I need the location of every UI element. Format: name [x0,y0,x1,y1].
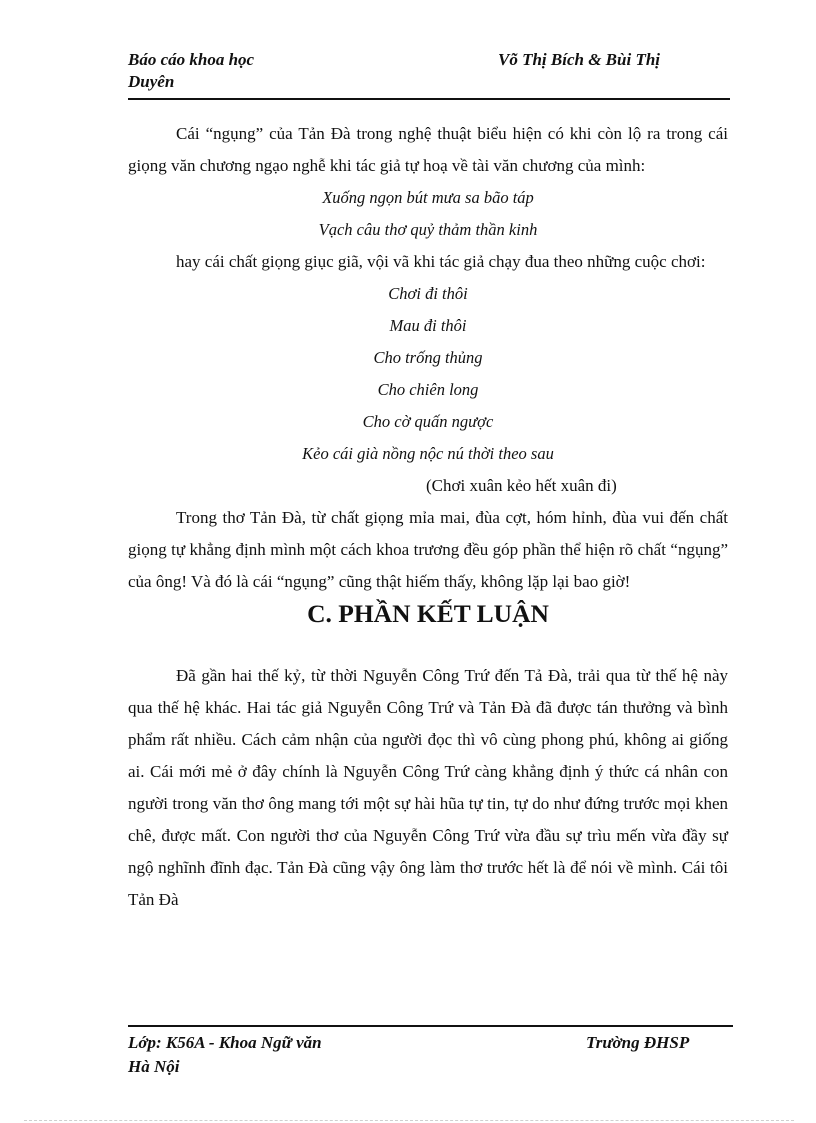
header-authors-continued: Duyên [128,72,175,91]
paragraph-4: Đã gần hai thế kỷ, từ thời Nguyễn Công Trứ đến Tả Đà, trải qua từ thế hệ này qua thế hệ khác. Hai tác giả Nguyễn Công Trứ và Tản Đà đã được tán thưởng và bình phẩm rất nhiều. Cách cảm nhận của người đọc thì vô cùng phong phú, không ai giống ai. Cái mới mẻ ở đây chính là Nguyễn Công Trứ càng khẳng định ý thức cá nhân con người trong văn thơ ông mang tới một sự hài hũa tự tin, tự do như đứng trước mọi khen chê, được mất. Con người thơ của Nguyễn Công Trứ vừa đầu sự trìu mến vừa đầy sự ngộ nghĩnh đĩnh đạc. Tản Đà cũng vậy ông làm thơ trước hết là để nói về mình. Cái tôi Tản Đà [128,666,728,909]
page-footer [128,1025,733,1082]
paragraph-2: hay cái chất giọng giục giã, vội vã khi tác giả chạy đua theo những cuộc chơi: [176,252,706,271]
poem-line: Mau đi thôi [389,316,467,335]
header-authors: Võ Thị Bích & Bùi Thị [498,50,661,69]
header-report-title: Báo cáo khoa học [128,50,255,69]
paragraph-1: Cái “ngụng” của Tản Đà trong nghệ thuật biểu hiện có khi còn lộ ra trong cái giọng văn chương ngạo nghễ khi tác giả tự hoạ về tài văn chương của mình: [128,124,728,175]
section-heading: C. PHẦN KẾT LUẬN [307,599,549,628]
poem-line: Cho chiên long [377,380,479,399]
page-body [128,118,728,916]
page-boundary [24,1120,794,1121]
footer-school: Trường ĐHSP [586,1033,690,1052]
poem-excerpt-1 [128,182,728,246]
page-header [128,48,730,100]
poem-line: Xuống ngọn bút mưa sa bão táp [322,188,534,207]
footer-school-continued: Hà Nội [128,1057,180,1076]
paragraph-3: Trong thơ Tản Đà, từ chất giọng mỉa mai, đùa cợt, hóm hỉnh, đùa vui đến chất giọng tự khẳng định mình một cách khoa trương đều góp phần thể hiện rõ chất “ngụng” của ông! Và đó là cái “ngụng” cũng thật hiếm thấy, không lặp lại bao giờ! [128,508,728,591]
poem-excerpt-2 [128,278,728,470]
footer-class-info: Lớp: K56A - Khoa Ngữ văn [128,1033,322,1052]
poem-line: Vạch câu thơ quỷ thảm thần kinh [318,220,538,239]
poem-line: Chơi đi thôi [388,284,468,303]
poem-line: Kẻo cái già nồng nộc nú thời theo sau [302,444,554,463]
poem-line: Cho trống thủng [373,348,483,367]
poem-source: (Chơi xuân kẻo hết xuân đi) [426,476,617,495]
poem-line: Cho cờ quấn ngược [362,412,494,431]
